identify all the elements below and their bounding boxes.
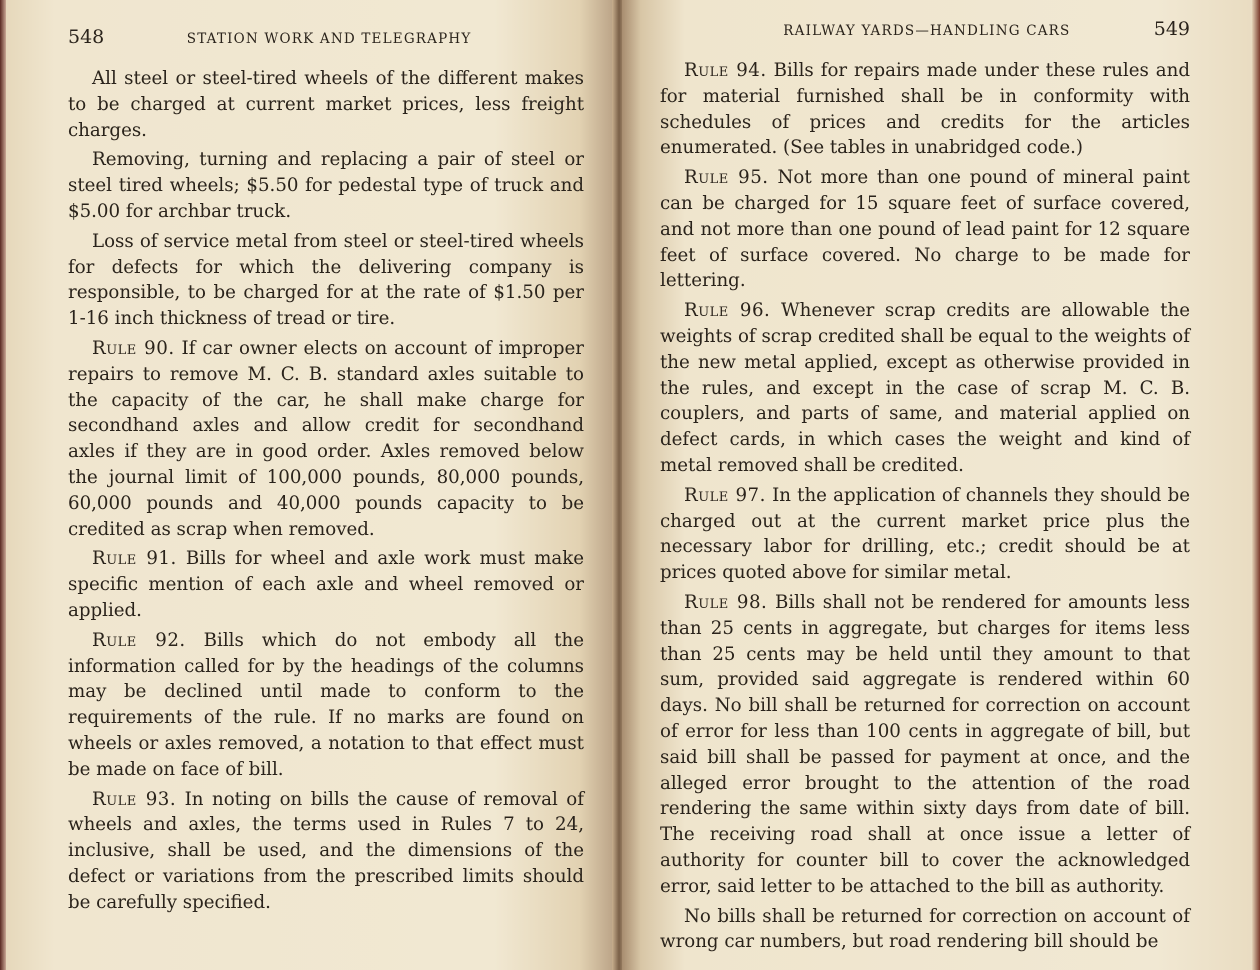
paragraph-rule-93: Rule 93. In noting on bills the cause of removal of wheels and axles, the terms used in Rules 7 to 24, inclusive, shall be used, and the dimensions of the defect or variations from the prescribed limits should be carefully specified. [68, 788, 584, 913]
left-page [6, 0, 616, 970]
paragraph-rule-90: Rule 90. If car owner elects on account of improper repairs to remove M. C. B. standard axles suitable to the capacity of the car, he shall make charge for secondhand axles and allow credit for secondhand axles if they are in good order. Axles removed below the journal limit of 100,000 pounds, 80,000 pounds, 60,000 pounds and 40,000 pounds capacity to be credited as scrap when removed. [68, 337, 584, 540]
paragraph: All steel or steel-tired wheels of the different makes to be charged at current market prices, less freight charges. [68, 68, 584, 141]
right-page [622, 0, 1252, 970]
paragraph: Removing, turning and replacing a pair of steel or steel tired wheels; $5.50 for pedestal type of truck and $5.00 for archbar truck. [68, 149, 584, 222]
paragraph-rule-98: Rule 98. Bills shall not be rendered for amounts less than 25 cents in aggregate, but charges for items less than 25 cents may be held until they amount to that sum, provided said aggregate is rendered within 60 days. No bill shall be returned for correction on account of error for less than 100 cents in aggregate of bill, but said bill shall be passed for payment at once, and the alleged error brought to the attention of the road rendering the same within sixty days from date of bill. The receiving road shall at once issue a letter of authority for counter bill to cover the acknowledged error, said letter to be attached to the bill as authority. [660, 591, 1190, 897]
paragraph-rule-91: Rule 91. Bills for wheel and axle work must make specific mention of each axle and wheel removed or applied. [68, 548, 584, 621]
left-page-header [68, 26, 594, 66]
running-head: RAILWAY YARDS—HANDLING CARS [783, 23, 1071, 39]
paragraph-rule-92: Rule 92. Bills which do not embody all the information called for by the headings of the columns may be declined until made to conform to the requirements of the rule. If no marks are found on wheels or axles removed, a notation to that effect must be made on face of bill. [68, 629, 584, 780]
left-page-body [68, 66, 594, 916]
running-head: STATION WORK AND TELEGRAPHY [186, 31, 472, 47]
book-edge [1252, 0, 1260, 970]
paragraph-rule-96: Rule 96. Whenever scrap credits are allowable the weights of scrap credited shall be equal to the weights of the new metal applied, except as otherwise provided in the rules, and except in the case of scrap M. C. B. couplers, and parts of same, and material applied on defect cards, in which cases the weight and kind of metal removed shall be credited. [660, 300, 1190, 476]
paragraph-rule-97: Rule 97. In the application of channels they should be charged out at the current market price plus the necessary labor for drilling, etc.; credit should be at prices quoted above for similar metal. [660, 484, 1190, 584]
right-page-body [660, 58, 1190, 955]
paragraph-rule-94: Rule 94. Bills for repairs made under these rules and for material furnished shall be in conformity with schedules of prices and credits for the articles enumerated. (See tables in unabridged code.) [660, 60, 1190, 159]
paragraph: Loss of service metal from steel or steel-tired wheels for defects for which the delivering company is responsible, to be charged for at the rate of $1.50 per 1-16 inch thickness of tread or tire. [68, 230, 584, 330]
page-number: 548 [68, 26, 105, 48]
paragraph: No bills shall be returned for correction on account of wrong car numbers, but road rendering bill should be [660, 905, 1190, 953]
page-number: 549 [1153, 18, 1190, 40]
right-page-header [660, 18, 1190, 58]
paragraph-rule-95: Rule 95. Not more than one pound of mineral paint can be charged for 15 square feet of surface covered, and not more than one pound of lead paint for 12 square feet of surface covered. No charge to be made for lettering. [660, 167, 1190, 292]
